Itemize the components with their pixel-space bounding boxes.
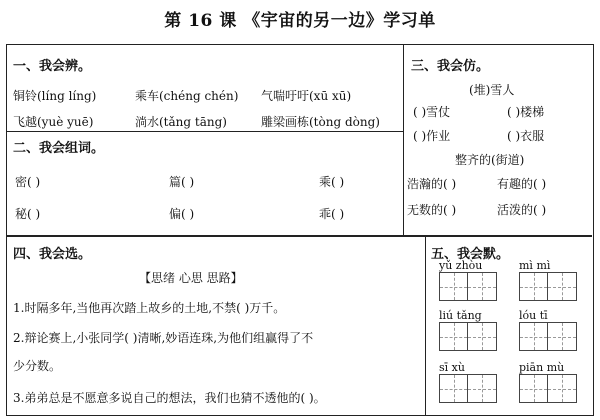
sec4-question-2-cont: 少分数。 bbox=[13, 359, 62, 373]
dictation-pinyin: piān mù bbox=[519, 361, 565, 374]
sec2-item bbox=[319, 173, 344, 190]
sec3-item[interactable]: 无数的( ) bbox=[407, 203, 457, 217]
writing-cell[interactable] bbox=[548, 322, 577, 351]
answer-blank[interactable]: ( ) bbox=[27, 175, 41, 189]
sec2-item bbox=[169, 173, 194, 190]
writing-cell[interactable] bbox=[439, 322, 468, 351]
sec2-char: 秘 bbox=[15, 207, 28, 221]
divider-top-bottom bbox=[7, 235, 592, 237]
dictation-word bbox=[519, 361, 577, 403]
dictation-word bbox=[439, 309, 497, 351]
sec4-question-3: 3.弟弟总是不愿意多说自己的想法，我们也猜不透他的( )。 bbox=[13, 391, 326, 405]
sec3-example2: 整齐的(街道) bbox=[455, 153, 525, 167]
sec3-item[interactable]: ( )衣服 bbox=[507, 129, 545, 143]
sec4-options: 【思绪 心思 思路】 bbox=[139, 271, 243, 285]
sec4-question-1: 1.时隔多年,当他再次踏上故乡的土地,不禁( )万千。 bbox=[13, 301, 286, 315]
sec3-heading: 三、我会仿。 bbox=[411, 59, 490, 74]
sec4-question-2: 2.辩论赛上,小张同学( )清晰,妙语连珠,为他们组赢得了不 bbox=[13, 331, 314, 345]
sec3-item[interactable]: ( )作业 bbox=[413, 129, 451, 143]
dictation-pinyin: mì mì bbox=[519, 259, 551, 272]
answer-blank[interactable]: ( ) bbox=[331, 175, 345, 189]
writing-cell[interactable] bbox=[468, 322, 497, 351]
sec1-item: 飞越(yuè yuē) bbox=[13, 115, 94, 129]
sec3-example1: (堆)雪人 bbox=[469, 83, 515, 97]
sec3-item[interactable]: 浩瀚的( ) bbox=[407, 177, 457, 191]
sec1-item: 乘车(chéng chén) bbox=[135, 89, 239, 103]
sec2-char: 乘 bbox=[319, 175, 332, 189]
dictation-pinyin: liú tǎng bbox=[439, 309, 482, 322]
writing-cell[interactable] bbox=[468, 272, 497, 301]
sec4-heading: 四、我会选。 bbox=[13, 247, 92, 262]
sec2-char: 乖 bbox=[319, 207, 332, 221]
writing-cell[interactable] bbox=[519, 272, 548, 301]
divider-vertical-top bbox=[403, 45, 404, 235]
dictation-pinyin: yǔ zhòu bbox=[439, 259, 483, 272]
sec3-item[interactable]: 有趣的( ) bbox=[497, 177, 547, 191]
sec1-item: 气喘吁吁(xū xū) bbox=[261, 89, 352, 103]
sec2-char: 密 bbox=[15, 175, 28, 189]
worksheet-frame bbox=[6, 44, 594, 416]
dictation-word bbox=[439, 361, 497, 403]
sec3-item[interactable]: ( )楼梯 bbox=[507, 105, 545, 119]
writing-cell[interactable] bbox=[468, 374, 497, 403]
dictation-word bbox=[519, 309, 577, 351]
sec1-item: 铜铃(líng líng) bbox=[13, 89, 97, 103]
writing-cell[interactable] bbox=[519, 322, 548, 351]
answer-blank[interactable]: ( ) bbox=[331, 207, 345, 221]
dictation-word bbox=[439, 259, 497, 301]
writing-cell[interactable] bbox=[548, 272, 577, 301]
writing-cell[interactable] bbox=[439, 374, 468, 403]
sec2-char: 篇 bbox=[169, 175, 182, 189]
writing-cell[interactable] bbox=[439, 272, 468, 301]
dictation-pinyin: sī xù bbox=[439, 361, 465, 374]
divider-sec1-sec2 bbox=[7, 131, 403, 132]
sec3-item[interactable]: 活泼的( ) bbox=[497, 203, 547, 217]
sec2-item bbox=[15, 173, 40, 190]
sec1-item: 淌水(tǎng tāng) bbox=[135, 115, 227, 129]
sec2-item bbox=[15, 205, 40, 222]
answer-blank[interactable]: ( ) bbox=[181, 207, 195, 221]
dictation-word bbox=[519, 259, 577, 301]
sec2-item bbox=[169, 205, 194, 222]
sec2-item bbox=[319, 205, 344, 222]
page-title: 第 16 课 《宇宙的另一边》学习单 bbox=[164, 11, 436, 31]
sec2-heading: 二、我会组词。 bbox=[13, 141, 105, 156]
answer-blank[interactable]: ( ) bbox=[27, 207, 41, 221]
answer-blank[interactable]: ( ) bbox=[181, 175, 195, 189]
sec2-char: 偏 bbox=[169, 207, 182, 221]
sec5-heading: 五、我会默。 bbox=[431, 247, 510, 262]
divider-vertical-bottom bbox=[425, 235, 426, 415]
sec1-item: 雕梁画栋(tòng dòng) bbox=[261, 115, 380, 129]
sec3-item[interactable]: ( )雪仗 bbox=[413, 105, 451, 119]
sec1-heading: 一、我会辨。 bbox=[13, 59, 92, 74]
dictation-pinyin: lóu tī bbox=[519, 309, 548, 322]
writing-cell[interactable] bbox=[548, 374, 577, 403]
writing-cell[interactable] bbox=[519, 374, 548, 403]
